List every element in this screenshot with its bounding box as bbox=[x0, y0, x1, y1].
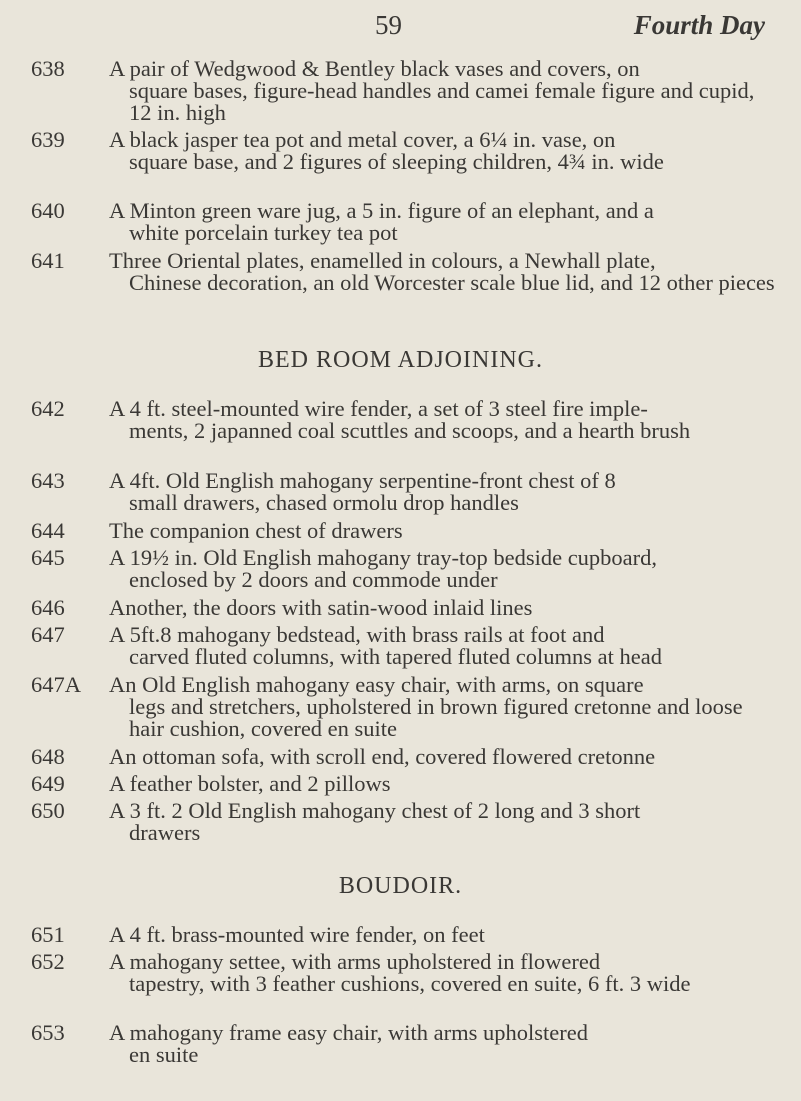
lot-entry bbox=[31, 951, 776, 995]
lot-description-rest: white porcelain turkey tea pot bbox=[129, 220, 398, 245]
section-heading-boudoir: BOUDOIR. bbox=[338, 873, 463, 899]
lot-number: 647A bbox=[31, 672, 81, 697]
lot-number: 645 bbox=[31, 545, 65, 570]
lot-number: 646 bbox=[31, 595, 65, 620]
lot-description-first: A 5ft.8 mahogany bedstead, with brass rails at foot and bbox=[109, 622, 605, 647]
lot-description-first: A 3 ft. 2 Old English mahogany chest of 2 long and 3 short bbox=[109, 798, 641, 823]
lot-description-first: An Old English mahogany easy chair, with arms, on square bbox=[109, 672, 644, 697]
lot-entry bbox=[31, 470, 776, 514]
lot-description-first: A mahogany settee, with arms upholstered in flowered bbox=[109, 949, 601, 974]
lot-number: 651 bbox=[31, 922, 65, 947]
lot-description-rest: small drawers, chased ormolu drop handles bbox=[129, 490, 519, 515]
lot-number: 638 bbox=[31, 56, 65, 81]
lot-entry bbox=[31, 746, 776, 768]
lot-number: 650 bbox=[31, 798, 65, 823]
lot-number: 644 bbox=[31, 518, 65, 543]
lot-number: 648 bbox=[31, 744, 65, 769]
lot-description-rest: Chinese decoration, an old Worcester scale blue lid, and 12 other pieces bbox=[129, 270, 775, 295]
lot-description-rest: legs and stretchers, upholstered in brown figured cretonne and loose hair cushion, covered en suite bbox=[129, 694, 743, 741]
lot-number: 653 bbox=[31, 1020, 65, 1045]
lot-number: 652 bbox=[31, 949, 65, 974]
lot-description-first: A pair of Wedgwood & Bentley black vases and covers, on bbox=[109, 56, 640, 81]
lot-description-rest: ments, 2 japanned coal scuttles and scoops, and a hearth brush bbox=[129, 418, 691, 443]
lot-description-first: A 4 ft. steel-mounted wire fender, a set of 3 steel fire imple- bbox=[109, 396, 648, 421]
lot-description-first: A 19½ in. Old English mahogany tray-top bedside cupboard, bbox=[109, 545, 658, 570]
lot-description-first: Another, the doors with satin-wood inlaid lines bbox=[109, 595, 533, 620]
lot-description-rest: square bases, figure-head handles and camei female figure and cupid, 12 in. high bbox=[129, 78, 755, 125]
page-header bbox=[0, 10, 801, 44]
lot-number: 649 bbox=[31, 771, 65, 796]
lot-entry bbox=[31, 1022, 776, 1066]
day-title: Fourth Day bbox=[633, 10, 765, 40]
lot-description-first: A mahogany frame easy chair, with arms upholstered bbox=[109, 1020, 588, 1045]
lot-number: 641 bbox=[31, 248, 65, 273]
lot-number: 640 bbox=[31, 198, 65, 223]
lot-description-first: A black jasper tea pot and metal cover, a 6¼ in. vase, on bbox=[109, 127, 616, 152]
lot-entry bbox=[31, 800, 776, 844]
lot-description-rest: carved fluted columns, with tapered fluted columns at head bbox=[129, 644, 662, 669]
lot-entry bbox=[31, 398, 776, 442]
lot-number: 647 bbox=[31, 622, 65, 647]
lot-entry bbox=[31, 58, 776, 124]
lot-number: 642 bbox=[31, 396, 65, 421]
lot-entry bbox=[31, 250, 776, 294]
lot-entry bbox=[31, 674, 776, 740]
lot-description-first: A 4ft. Old English mahogany serpentine-front chest of 8 bbox=[109, 468, 616, 493]
lot-description-first: The companion chest of drawers bbox=[109, 518, 403, 543]
lot-entry bbox=[31, 924, 776, 946]
lot-number: 639 bbox=[31, 127, 65, 152]
lot-description-rest: square base, and 2 figures of sleeping children, 4¾ in. wide bbox=[129, 149, 664, 174]
lot-description-first: A feather bolster, and 2 pillows bbox=[109, 771, 391, 796]
lot-description-rest: tapestry, with 3 feather cushions, covered en suite, 6 ft. 3 wide bbox=[129, 971, 691, 996]
lot-description-rest: enclosed by 2 doors and commode under bbox=[129, 567, 498, 592]
page-number: 59 bbox=[375, 10, 402, 40]
lot-entry bbox=[31, 200, 776, 244]
lot-description-rest: en suite bbox=[129, 1042, 199, 1067]
lot-entry bbox=[31, 624, 776, 668]
section-heading-bed-room: BED ROOM ADJOINING. bbox=[257, 347, 543, 373]
lot-entry bbox=[31, 547, 776, 591]
lot-entry bbox=[31, 597, 776, 619]
lot-description-rest: drawers bbox=[129, 820, 201, 845]
lot-number: 643 bbox=[31, 468, 65, 493]
lot-description-first: An ottoman sofa, with scroll end, covered flowered cretonne bbox=[109, 744, 656, 769]
lot-description-first: A Minton green ware jug, a 5 in. figure of an elephant, and a bbox=[109, 198, 654, 223]
lot-description-first: Three Oriental plates, enamelled in colours, a Newhall plate, bbox=[109, 248, 656, 273]
lot-entry bbox=[31, 129, 776, 173]
lot-entry bbox=[31, 773, 776, 795]
lot-description-first: A 4 ft. brass-mounted wire fender, on feet bbox=[109, 922, 485, 947]
lot-entry bbox=[31, 520, 776, 542]
